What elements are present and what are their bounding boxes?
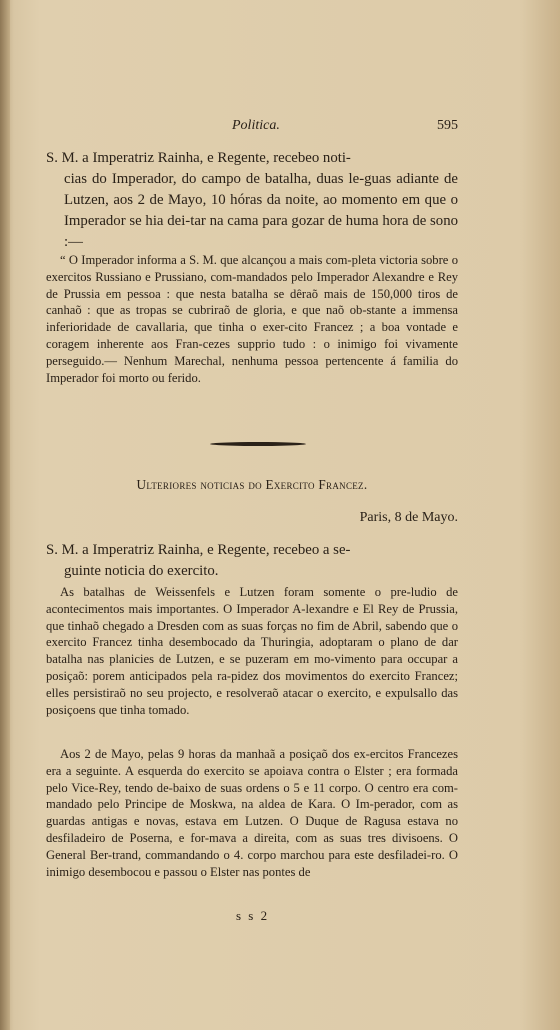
body-paragraph-1: As batalhas de Weissenfels e Lutzen foram somente o pre-ludio de acontecimentos mais importantes. O Imperador A-lexandre e El Rey de Prussia, que tinhaõ chegado a Dresden com as suas forças no fim de Abril, sabendo que o exercito Francez tinha desembocado da Thuringia, adoptaram o plano de dar batalha nas planicies de Lutzen, e se puzeram em mo-vimento para occupar a posiçaõ: porem anticipados pela ra-pidez dos movimentos do exercito Francez; elles persistiraõ no seu projecto, e resolveraõ atacar o exercito, e expulsallo das posiçoens que tinha tomado. xyxy=(46,585,458,717)
running-header xyxy=(46,118,458,138)
lead-paragraph xyxy=(46,148,458,253)
page-number: 595 xyxy=(437,118,458,133)
quote-paragraph: “ O Imperador informa a S. M. que alcançou a mais com-pleta victoria sobre o exercitos Russiano e Prussiano, com-mandados pelo Imperador Alexandre e Rey de Prussia em pessoa : que nesta batalha se dêraõ mais de 150,000 tiros de canhaõ : que as tropas se cubriraõ de gloria, e que naõ ob-stante a immensa inferioridade de cavallaria, que tinha o exer-cito Francez ; a boa vontade e coragem inherente aos Fran-cezes supprio tudo : o inimigo foi vivamente perseguido.— Nenhum Marechal, nenhuma pessoa pertencente á familia do Imperador foi morto ou ferido. xyxy=(46,253,458,385)
second-lead-first-line: S. M. a Imperatriz Rainha, e Regente, recebeo a se- xyxy=(46,542,351,558)
second-lead-continuation: guinte noticia do exercito. xyxy=(64,563,219,579)
body-paragraph-2: Aos 2 de Mayo, pelas 9 horas da manhaã a posiçaõ dos ex-ercitos Francezes era a seguinte. A esquerda do exercito se apoiava contra o Elster ; era formada pelo Vice-Rey, tendo de-baixo de suas ordens o 5 e 11 corpo. O centro era com-mandado pelo Principe de Moskwa, na aldea de Kara. O Im-perador, com as guardas antigas e novas, estava em Lutzen. O Duque de Ragusa estava no desfiladeiro de Poserna, e for-mava a direita, com as suas tres divisoens. O General Ber-trand, commandando o 4. corpo marchou para este desfiladei-ro. O inimigo desembocou e passou o Elster nas pontes de xyxy=(46,747,458,879)
running-title: Politica. xyxy=(232,118,280,133)
lead-continuation: cias do Imperador, do campo de batalha, duas le-guas adiante de Lutzen, aos 2 de Mayo, 10 hóras da noite, ao momento em que o Imperador se hia dei-tar na cama para gozar de huma hora de sono :— xyxy=(64,171,458,250)
dateline: Paris, 8 de Mayo. xyxy=(359,510,458,525)
section-heading: Ulteriores noticias do Exercito Francez. xyxy=(136,477,368,492)
second-lead-paragraph xyxy=(46,540,458,582)
section-divider xyxy=(210,442,306,446)
page-gutter xyxy=(0,0,10,1030)
lead-first-line: S. M. a Imperatriz Rainha, e Regente, recebeo noti- xyxy=(46,150,351,166)
signature-mark: s s 2 xyxy=(236,908,270,923)
